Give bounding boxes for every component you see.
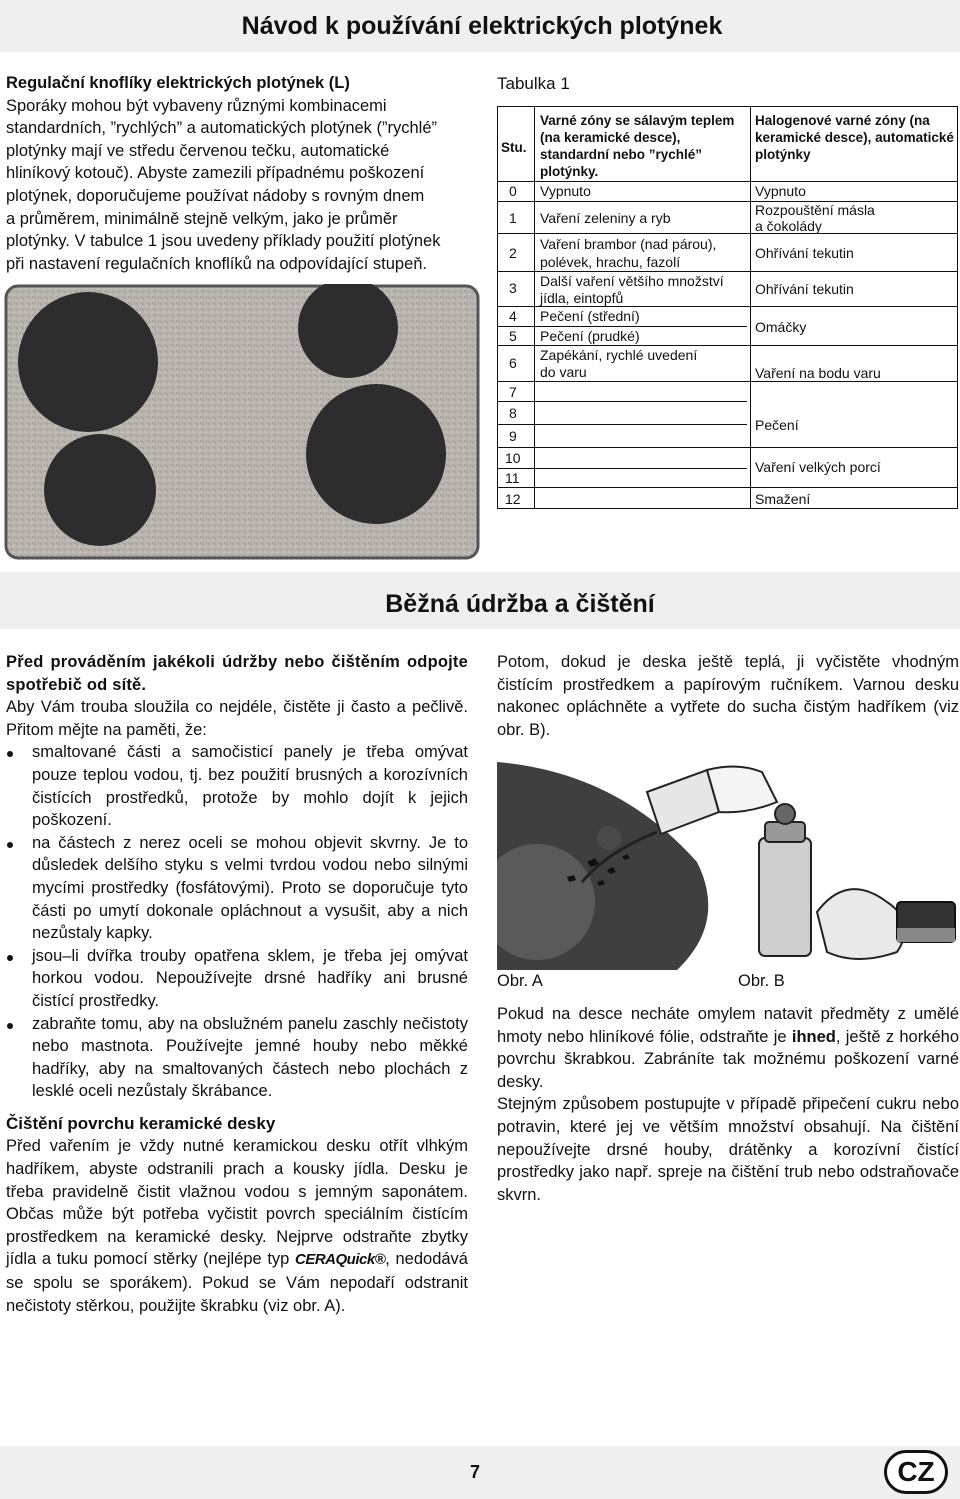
intro-line-5: plotýnek, doporučujeme používat nádoby s rovným dnem: [6, 186, 425, 205]
halogen-cell: Vypnuto: [755, 183, 806, 199]
halogen-cell: Rozpouštění másla: [755, 202, 875, 218]
radiant-cell: Pečení (prudké): [540, 328, 640, 344]
country-badge: CZ: [884, 1450, 948, 1494]
radiant-cell: Další vaření většího množství: [540, 273, 724, 289]
halogen-cell: Smažení: [755, 491, 811, 507]
list-item: na částech z nerez oceli se mohou objevit skvrny. Je to důsledek delšího styku s velmi tvrdou vodou nebo silnými mycími prostředky (fosfátovými). Proto se doporučuje tyto části po umytí dokonale opláchnout a vysušit, aby a nich nezůstaly kapky.: [6, 832, 468, 945]
stage-cell: 11: [505, 470, 520, 486]
stage-cell: 4: [509, 308, 517, 324]
figure-b-label: Obr. B: [738, 972, 785, 990]
header-band: [0, 0, 960, 52]
list-item: jsou–li dvířka trouby opatřena sklem, je třeba jej omývat horkou vodou. Nepoužívejte drsné hadříky ani brusné čistící prostředky.: [6, 945, 468, 1013]
stage-cell: 12: [505, 491, 521, 507]
intro-line-2: standardních, ”rychlých” a automatických plotýnek (”rychlé”: [6, 119, 437, 138]
maintenance-bullet-list: [6, 741, 468, 1103]
figure-a-label: Obr. A: [497, 972, 543, 990]
halogen-cell: Pečení: [755, 417, 799, 433]
intro-line-3: plotýnky mají ve středu červenou tečku, automatické: [6, 141, 390, 160]
scraper-and-cleaner-illustration: [497, 752, 959, 970]
maintenance-right-top: [497, 651, 959, 741]
stage-cell: 6: [509, 355, 517, 371]
halogen-cell: Vaření velkých porcí: [755, 459, 881, 475]
intro-section: [6, 72, 472, 275]
stage-cell: 9: [509, 428, 517, 444]
header-halogen-zones: Halogenové varné zóny (na keramické desce), automatické plotýnky: [755, 113, 954, 162]
radiant-cell: Vaření zeleniny a ryb: [540, 210, 671, 226]
maintenance-intro: Aby Vám trouba sloužila co nejdéle, čistěte ji často a pečlivě. Přitom mějte na paměti, že:: [6, 698, 468, 739]
maintenance-band: [0, 572, 960, 629]
cloth-icon: [817, 889, 905, 959]
halogen-cell: a čokolády: [755, 218, 822, 234]
stage-cell: 1: [509, 210, 517, 226]
maintenance-left-column: [6, 651, 468, 1317]
melted-text-b: , ještě z horkého povrchu škrabkou. Zabráníte tak možnému poškození varné desky.: [497, 1027, 959, 1091]
stage-cell: 3: [509, 280, 517, 296]
radiant-cell: Zapékání, rychlé uvedení: [540, 347, 698, 363]
list-item: zabraňte tomu, aby na obslužném panelu zaschly nečistoty nebo mastnota. Používejte jemné houby nebo měkké hadříky, aby na smaltovaných částech nebo plochách z lesklé oceli nezůstaly škrábance.: [6, 1013, 468, 1103]
header-stage: Stu.: [501, 140, 527, 155]
stage-cell: 0: [509, 183, 517, 199]
radiant-cell: Vypnuto: [540, 183, 591, 199]
maintenance-warning: Před prováděním jakékoli údržby nebo čištěním odpojte spotřebič od sítě.: [6, 653, 468, 694]
ceramic-text-2: , nedodává se spolu se sporákem). Pokud se Vám nepodaří odstranit nečistoty stěrkou, použijte škrabku (viz obr. A).: [6, 1250, 468, 1315]
table-title: Tabulka 1: [497, 74, 570, 93]
cleaning-paragraph: Potom, dokud je deska ještě teplá, ji vyčistěte vhodným čistícím prostředkem a papírovým ručníkem. Varnou desku nakonec opláchněte a vytřete do sucha čistým hadříkem (viz obr. B).: [497, 653, 959, 739]
footer-band: [0, 1446, 960, 1499]
intro-heading: Regulační knoflíky elektrických plotýnek (L): [6, 74, 350, 92]
intro-line-8: při nastavení regulačních knoflíků na odpovídající stupeň.: [6, 254, 428, 273]
radiant-cell: Vaření brambor (nad párou),: [540, 236, 717, 252]
stage-cell: 5: [509, 328, 517, 344]
intro-line-7: plotýnky. V tabulce 1 jsou uvedeny příklady použití plotýnek: [6, 232, 441, 251]
ceramic-text-1: Před vařením je vždy nutné keramickou desku otřít vlhkým hadříkem, abyste odstranili prach a kousky jídla. Desku je třeba pravidelně čistit vlažnou vodou s jemným saponátem. Občas může být potřeba vyčistit povrch speciálním čistícím prostředkem na keramické desky. Nejprve odstraňte zbytky jídla a tuku pomocí stěrky (nejlépe typ: [6, 1137, 468, 1269]
page-title: Návod k používání elektrických plotýnek: [241, 12, 723, 40]
list-item: smaltované části a samočisticí panely je třeba omývat pouze teplou vodou, tj. bez použití brusných a korozívních čistících prostředků, protože by mohlo dojít k jejich poškození.: [6, 741, 468, 831]
header-radiant-zones: Varné zóny se sálavým teplem (na keramické desce), standardní nebo ”rychlé” plotýnky.: [540, 113, 735, 179]
maintenance-title: Běžná údržba a čištění: [385, 590, 655, 618]
stage-cell: 2: [509, 245, 517, 261]
stage-cell: 8: [509, 405, 517, 421]
halogen-cell: Ohřívání tekutin: [755, 245, 854, 261]
melted-text-bold: ihned: [791, 1027, 836, 1046]
cleaner-bottle-icon: [759, 838, 811, 956]
radiant-cell: do varu: [540, 364, 587, 380]
cooking-zone-back-left: [18, 292, 158, 432]
settings-table: [497, 106, 958, 509]
sugar-paragraph: Stejným způsobem postupujte v případě připečení cukru nebo potravin, které jej ve větším množství obsahují. Na čištění nepoužívejte drsné houby, drátěnky a korozívní čistící prostředky jako např. spreje na čištění trub nebo odstraňovače skvrn.: [497, 1095, 959, 1204]
intro-line-4: hliníkový kotouč). Abyste zamezili případnému poškození: [6, 164, 425, 183]
stage-cell: 7: [509, 384, 517, 400]
melted-text-a: Pokud na desce necháte omylem natavit předměty z umělé hmoty nebo hliníkové fólie, odstraňte je: [497, 1005, 959, 1046]
radiant-cell: Pečení (střední): [540, 308, 640, 324]
ceramic-heading: Čištění povrchu keramické desky: [6, 1113, 276, 1133]
intro-line-1: Sporáky mohou být vybaveny různými kombinacemi: [6, 96, 387, 115]
cooking-zone-front-right: [306, 384, 446, 524]
melted-objects-paragraph: [497, 1003, 959, 1093]
stage-cell: 10: [505, 450, 521, 466]
hob-illustration: [4, 284, 480, 560]
radiant-cell: jídla, eintopfů: [540, 290, 624, 306]
halogen-cell: Vaření na bodu varu: [755, 365, 881, 381]
halogen-cell: Omáčky: [755, 319, 807, 335]
ceraquick-logo: CERAQuick®: [295, 1251, 386, 1269]
ceramic-paragraph: [6, 1135, 468, 1317]
scraper-icon: [647, 770, 719, 834]
radiant-cell: polévek, hrachu, fazolí: [540, 254, 681, 270]
page-number: 7: [470, 1462, 481, 1482]
halogen-cell: Ohřívání tekutin: [755, 281, 854, 297]
intro-line-6: a průměrem, minimálně stejně velkým, jako je průměr: [6, 209, 398, 228]
cooking-zone-front-left: [44, 434, 156, 546]
maintenance-right-bottom: [497, 1003, 959, 1206]
